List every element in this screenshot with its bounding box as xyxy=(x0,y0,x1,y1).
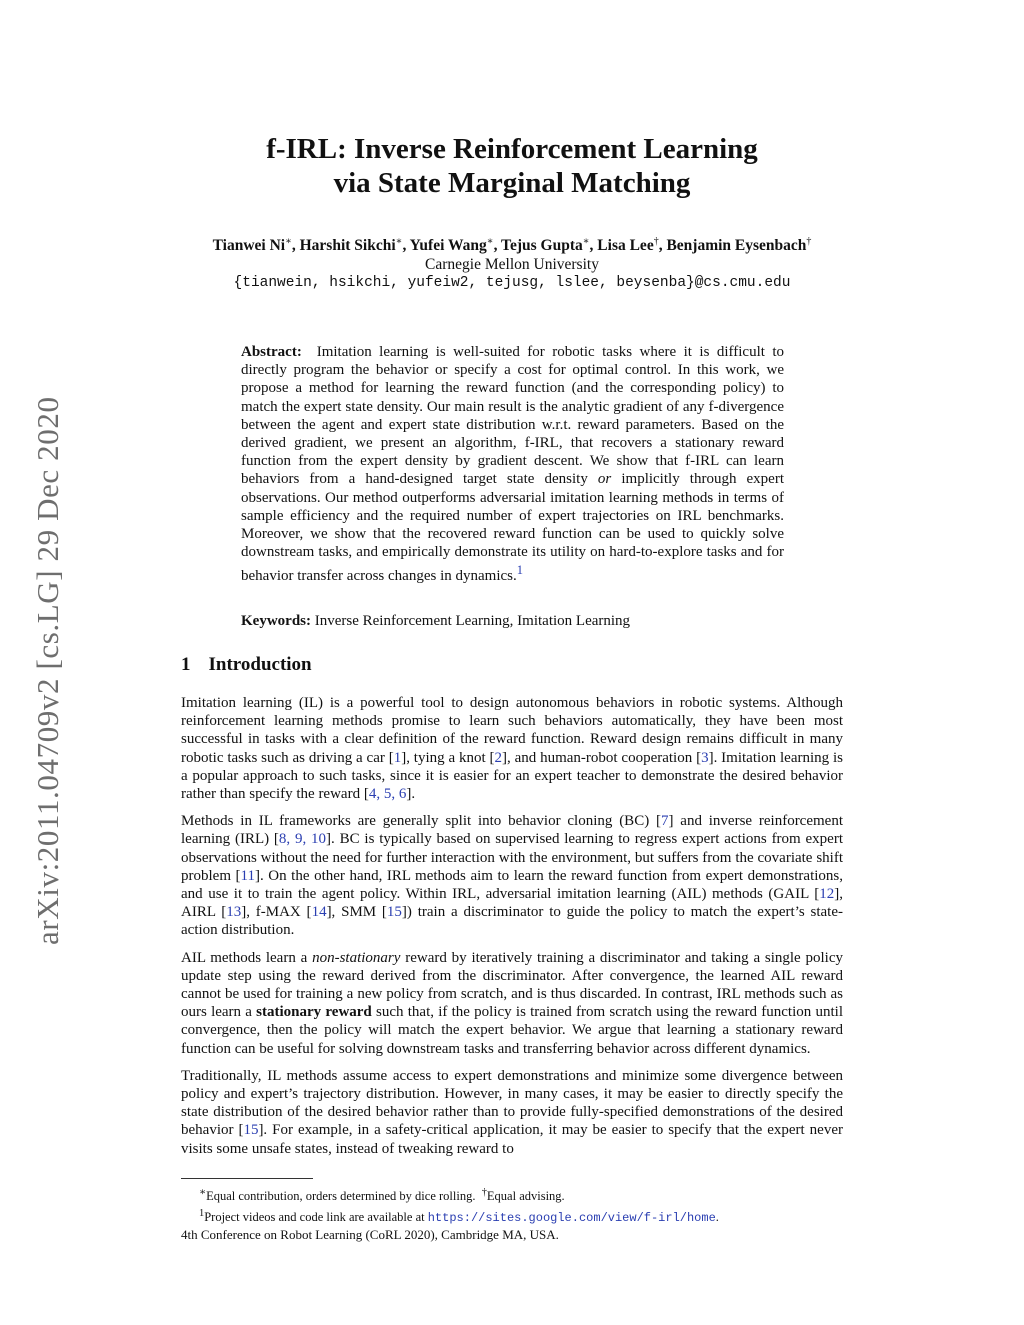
footnote: ∗Equal contribution, orders determined by dice rolling. †Equal advising. xyxy=(199,1187,565,1204)
author-emails: {tianwein, hsikchi, yufeiw2, tejusg, lslee, beysenba}@cs.cmu.edu xyxy=(233,275,791,292)
author-name: Yufei Wang xyxy=(409,237,487,255)
citation-link[interactable]: 3 xyxy=(701,749,709,766)
abstract xyxy=(241,343,784,586)
author-name: Tianwei Ni xyxy=(212,237,286,255)
author-block xyxy=(0,232,1024,293)
author-mark: ∗ xyxy=(285,236,292,247)
section-number: 1 xyxy=(181,654,191,675)
author-name: Lisa Lee xyxy=(597,237,654,255)
author-mark: ∗ xyxy=(395,236,403,247)
keywords-label: Keywords: xyxy=(241,613,311,629)
paragraph: Imitation learning (IL) is a powerful tool to design autonomous behaviors in robotic systems. Although reinforcement learning methods promise to learn such behaviors automatically, they have been most successful in tasks with a clear definition of the reward function. Reward design remains difficult in many robotic tasks such as driving a car [1], tying a knot [2], and human-robot cooperation [3]. Imitation learning is a popular approach to such tasks, since it is easier for an expert teacher to demonstrate the desired behavior rather than specify the reward [4, 5, 6]. xyxy=(181,695,844,803)
title-line-2: via State Marginal Matching xyxy=(333,167,691,199)
author-mark: † xyxy=(653,236,659,247)
author-name: Benjamin Eysenbach xyxy=(666,237,807,255)
abstract-label: Abstract: xyxy=(241,344,302,360)
citation-link[interactable]: 2 xyxy=(494,749,502,766)
citation-link[interactable]: 12 xyxy=(819,886,835,903)
citation-link[interactable]: 15 xyxy=(386,904,402,921)
footnotes xyxy=(181,1184,843,1227)
author-mark: † xyxy=(806,236,812,247)
paragraph: Traditionally, IL methods assume access to expert demonstrations and minimize some divergence between policy and expert’s trajectory distribution. However, in many cases, it may be easier to directly specify the state distribution of the desired behavior rather than to provide fully-specified demonstrations of the desired behavior [15]. For example, in a safety-critical application, it may be easier to specify that the expert never visits some unsafe states, instead of tweaking reward to xyxy=(181,1067,843,1157)
author-mark: ∗ xyxy=(582,236,590,247)
title-line-1: f-IRL: Inverse Reinforcement Learning xyxy=(266,133,758,165)
citation-link[interactable]: 1 xyxy=(393,749,402,766)
conference-note: 4th Conference on Robot Learning (CoRL 2020), Cambridge MA, USA. xyxy=(181,1227,559,1242)
author-names: Tianwei Ni∗, Harshit Sikchi∗, Yufei Wang∗, Tejus Gupta∗, Lisa Lee†, Benjamin Eysenbach† xyxy=(212,236,812,255)
author-name: Tejus Gupta xyxy=(501,237,583,255)
body-text xyxy=(181,694,843,1167)
paragraph: Methods in IL frameworks are generally split into behavior cloning (BC) [7] and inverse reinforcement learning (IRL) [8, 9, 10]. BC is typically based on supervised learning to regress expert actions from expert observations without the need for further interaction with the environment, but suffers from the covariate shift problem [11]. On the other hand, IRL methods aim to learn the reward function from expert demonstrations, and use it to train the agent policy. Within IRL, adversarial imitation learning (AIL) methods (GAIL [12], AIRL [13], f-MAX [14], SMM [15]) train a discriminator to guide the policy to match the expert’s state-action distribution. xyxy=(181,813,844,939)
abstract-text-continued: implicitly through expert observations. Our method outperforms adversarial imitation learning methods in terms of sample efficiency and the required number of expert trajectories on IRL benchmarks. Moreover, we show that the recovered reward function can be used to quickly solve downstream tasks, and empirically demonstrate its utility on hard-to-explore tasks and for behavior transfer across changes in dynamics. xyxy=(241,471,785,585)
citation-link[interactable]: 7 xyxy=(661,813,669,830)
section-heading xyxy=(181,654,312,676)
author-mark: ∗ xyxy=(486,236,494,247)
footnote: $^1$Project videos and code link are available at https://sites.google.com/view/f-irl/home. xyxy=(199,1208,719,1226)
arxiv-side-stamp: arXiv:2011.04709v2 [cs.LG] 29 Dec 2020 xyxy=(30,396,65,945)
citation-link[interactable]: 11 xyxy=(240,867,255,884)
citation-link[interactable]: 8, 9, 10 xyxy=(278,831,327,848)
emphasis: non-stationary xyxy=(312,949,401,966)
citation-link[interactable]: 13 xyxy=(226,904,242,921)
citation-link[interactable]: 15 xyxy=(243,1122,259,1139)
section-title: Introduction xyxy=(208,654,312,675)
keywords xyxy=(241,613,784,630)
keywords-text: Inverse Reinforcement Learning, Imitation Learning xyxy=(314,613,631,629)
abstract-emphasis: or xyxy=(597,471,612,488)
citation-link[interactable]: 4, 5, 6 xyxy=(368,786,407,803)
abstract-footnote-link[interactable]: 1 xyxy=(516,563,523,578)
paper-title xyxy=(0,132,1024,200)
project-url-link[interactable]: https://sites.google.com/view/f-irl/home xyxy=(427,1211,716,1226)
author-name: Harshit Sikchi xyxy=(299,237,396,255)
bold-term: stationary reward xyxy=(256,1004,372,1021)
abstract-text: Imitation learning is well-suited for robotic tasks where it is difficult to directly program the behavior or specify a cost for optimal control. In this work, we propose a method for learning the reward function (and the corresponding policy) to match the expert state density. Our main result is the analytic gradient of any f-divergence between the agent and expert state distribution w.r.t. reward parameters. Based on the derived gradient, we present an algorithm, f-IRL, that recovers a stationary reward function from the expert density by gradient descent. We show that f-IRL can learn behaviors from a hand-designed target state density xyxy=(241,344,785,488)
footnote-rule xyxy=(181,1178,313,1179)
citation-link[interactable]: 14 xyxy=(311,904,327,921)
affiliation: Carnegie Mellon University xyxy=(425,256,599,274)
paragraph: AIL methods learn a non-stationary reward by iteratively training a discriminator and taking a single policy update step using the reward derived from the discriminator. After convergence, the learned AIL reward cannot be used for training a new policy from scratch, and is thus discarded. In contrast, IRL methods such as ours learn a stationary reward such that, if the policy is trained from scratch using the reward function until convergence, then the policy will match the expert behavior. We argue that learning a stationary reward function can be useful for solving downstream tasks and transferring behavior across different dynamics. xyxy=(181,949,844,1057)
